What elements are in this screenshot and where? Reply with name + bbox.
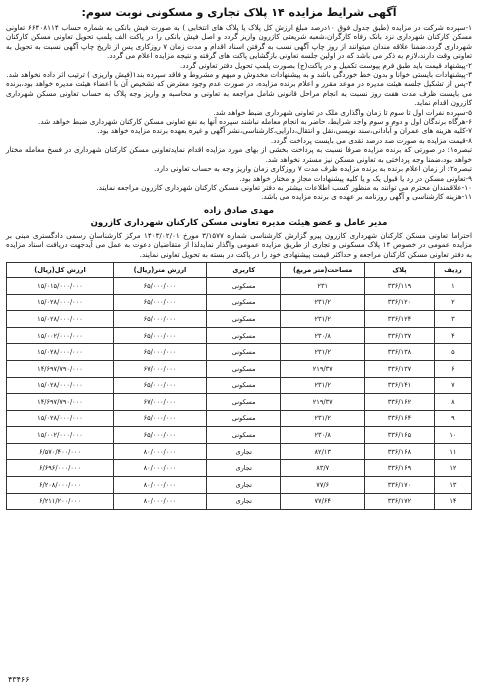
cell-row-number: ۶ (434, 360, 471, 377)
cell-plot: ۳۳۶/۱۳۸ (365, 344, 435, 361)
cell-area: ۲۱۹/۳۷ (281, 394, 365, 411)
cell-row-number: ۴ (434, 327, 471, 344)
cell-area: ۲۳۱/۲ (281, 294, 365, 311)
table-row (7, 277, 472, 294)
cell-row-number: ۱۴ (434, 493, 471, 510)
cell-plot: ۳۳۶/۱۲۴ (365, 311, 435, 328)
cell-usage: مسکونی (206, 410, 280, 427)
cell-row-number: ۱۰ (434, 427, 471, 444)
cell-usage: مسکونی (206, 277, 280, 294)
cell-row-number: ۱۲ (434, 460, 471, 477)
table-row (7, 327, 472, 344)
signature-block (6, 205, 472, 229)
cell-total-value: ۱۵/۰۰۲/۰۰۰/۰۰۰ (7, 327, 114, 344)
cell-area: ۲۳۱/۲ (281, 311, 365, 328)
condition-item: ۴-پس از تشکیل جلسه هیئت مدیره در موعد مقرر و اعلام برنده مزایده، در صورت عدم وجود معترض که تشخیص آن با اعضاء هیئت مدیره خواهد بود،برنده می بایست ظرف مدت هفت روز نسبت به انجام مراحل قانونی شامل مراجعه به تعاونی و محاسبه و واریز وجه پلاک به حساب تعاونی مسکن شهرداری کازرون اقدام نماید. (6, 79, 472, 108)
table-header-row (7, 262, 472, 277)
cell-area: ۷۷/۶۴ (281, 493, 365, 510)
cell-total-value: ۱۵/۰۲۸/۰۰۰/۰۰۰ (7, 344, 114, 361)
cell-row-number: ۷ (434, 377, 471, 394)
cell-row-number: ۸ (434, 394, 471, 411)
cell-usage: مسکونی (206, 344, 280, 361)
cell-plot: ۳۳۶/۱۳۷ (365, 360, 435, 377)
cell-price-per-meter: ۶۷/۰۰۰/۰۰۰ (113, 360, 206, 377)
cell-usage: مسکونی (206, 394, 280, 411)
cell-price-per-meter: ۶۵/۰۰۰/۰۰۰ (113, 427, 206, 444)
col-header-plot: پلاک (365, 262, 435, 277)
cell-price-per-meter: ۸۰/۰۰۰/۰۰۰ (113, 477, 206, 494)
cell-price-per-meter: ۶۵/۰۰۰/۰۰۰ (113, 377, 206, 394)
cell-usage: تجاری (206, 460, 280, 477)
table-row (7, 394, 472, 411)
cell-total-value: ۶/۲۱۱/۲۰۰/۰۰۰ (7, 493, 114, 510)
cell-area: ۸۲/۱۳ (281, 443, 365, 460)
cell-row-number: ۱۱ (434, 443, 471, 460)
cell-row-number: ۱ (434, 277, 471, 294)
table-row (7, 477, 472, 494)
condition-item: ۱۱-هزینه کارشناسی و آگهی روزنامه بر عهده ی برنده مزایده می باشد. (261, 192, 472, 202)
cell-price-per-meter: ۶۵/۰۰۰/۰۰۰ (113, 294, 206, 311)
cell-total-value: ۱۵/۰۲۸/۰۰۰/۰۰۰ (7, 377, 114, 394)
cell-plot: ۳۳۶/۱۶۸ (365, 443, 435, 460)
cell-usage: مسکونی (206, 360, 280, 377)
cell-area: ۲۱۹/۳۷ (281, 360, 365, 377)
col-header-row-number: ردیف (434, 262, 471, 277)
cell-plot: ۳۳۶/۱۴۱ (365, 377, 435, 394)
cell-row-number: ۹ (434, 410, 471, 427)
cell-area: ۲۳۰/۸ (281, 327, 365, 344)
cell-price-per-meter: ۸۰/۰۰۰/۰۰۰ (113, 443, 206, 460)
table-row (7, 427, 472, 444)
cell-total-value: ۱۴/۶۹۷/۷۹۰/۰۰۰ (7, 360, 114, 377)
cell-plot: ۳۳۶/۱۳۷ (365, 327, 435, 344)
invitation-notice: احتراما تعاونی مسکن کارکنان شهرداری کازرون پیرو گزارش کارشناسی شماره ۳/۱۵۷۷ مورخ ۱۴۰۳/۰۲/۰۱ مرکز کارشناسان رسمی دادگستری مبنی بر مزایده عمومی در خصوص ۱۴ پلاک مسکونی و تجاری از طریق مزایده عمومی واگذار نمایدلذا از متقاضیان دعوت به عمل می آیدجهت دریافت اسناد مزایده به دفتر تعاونی مسکن کارکنان مراجعه و حداکثر قیمت پیشنهادی خود را در پاکت در بسته به تحویل تعاونی نمایند. (6, 230, 472, 259)
ad-code: ۴۳۴۶۶ (8, 675, 30, 684)
cell-usage: مسکونی (206, 327, 280, 344)
cell-area: ۲۳۱/۲ (281, 344, 365, 361)
cell-price-per-meter: ۸۰/۰۰۰/۰۰۰ (113, 460, 206, 477)
table-row (7, 360, 472, 377)
cell-price-per-meter: ۶۵/۰۰۰/۰۰۰ (113, 410, 206, 427)
col-header-usage: کاربری (206, 262, 280, 277)
cell-plot: ۳۳۶/۱۶۹ (365, 460, 435, 477)
cell-price-per-meter: ۶۷/۰۰۰/۰۰۰ (113, 394, 206, 411)
condition-item: ۲-پیشنهاد قیمت باید طبق فرم پیوست تکمیل و در پاکت(ج) بصورت پلمپ تحویل دفتر تعاونی گردد. (179, 60, 472, 70)
cell-area: ۷۷/۶ (281, 477, 365, 494)
cell-total-value: ۶/۶۹۶/۰۰۰/۰۰۰ (7, 460, 114, 477)
signatory-name: مهدی صادق زاده (203, 205, 275, 216)
condition-item: ۵-سپرده نفرات اول تا سوم تا زمان واگذاری ملک در تعاونی شهرداری ضبط خواهد شد. (213, 107, 472, 117)
cell-area: ۲۳۱ (281, 277, 365, 294)
cell-price-per-meter: ۶۵/۰۰۰/۰۰۰ (113, 311, 206, 328)
cell-plot: ۳۳۶/۱۶۵ (365, 427, 435, 444)
cell-price-per-meter: ۶۵/۰۰۰/۰۰۰ (113, 327, 206, 344)
col-header-total-value: ارزش کل(ریال) (7, 262, 114, 277)
cell-total-value: ۱۴/۶۹۷/۷۹۰/۰۰۰ (7, 394, 114, 411)
cell-row-number: ۱۳ (434, 477, 471, 494)
ad-title: آگهی شرایط مزایده ۱۴ پلاک تجاری و مسکونی نوبت سوم: (81, 6, 397, 19)
cell-usage: مسکونی (206, 427, 280, 444)
cell-usage: تجاری (206, 477, 280, 494)
cell-plot: ۳۳۶/۱۲۰ (365, 294, 435, 311)
cell-area: ۲۳۱/۲ (281, 377, 365, 394)
condition-item: ۱۰-علاقمندان محترم می توانند به منظور کسب اطلاعات بیشتر به دفتر تعاونی مسکن کارکنان شهرداری کازرون مراجعه نمایند. (96, 182, 472, 192)
cell-area: ۲۳۱/۲ (281, 410, 365, 427)
table-row (7, 377, 472, 394)
cell-total-value: ۶/۲۰۸/۰۰۰/۰۰۰ (7, 477, 114, 494)
cell-total-value: ۱۵/۰۱۵/۰۰۰/۰۰۰ (7, 277, 114, 294)
cell-plot: ۳۳۶/۱۶۲ (365, 394, 435, 411)
condition-item: ۳-پیشنهادات بایستی خوانا و بدون خط خوردگی باشد و به پیشنهادات مخدوش و مبهم و مشروط و فاقد سپرده بند۱(فیش واریزی ) ترتیب اثر داده نخواهد شد. (6, 70, 472, 80)
cell-usage: تجاری (206, 443, 280, 460)
cell-plot: ۳۳۶/۱۶۴ (365, 410, 435, 427)
table-row (7, 410, 472, 427)
condition-item: ۶-هرگاه برندگان اول و دوم و سوم واجد شرایط، حاضر به انجام معامله نباشند سپرده آنها به نفع تعاونی مسکن کارکنان شهرداری ضبط خواهد شد. (38, 117, 472, 127)
cell-area: ۸۳/۷ (281, 460, 365, 477)
condition-item: تبصره۱: در صورتی که برنده مزایده صرفا نسبت به پرداخت بخشی از بهای مورد مزایده اقدام نمایدتعاونی مسکن کارکنان شهرداری در فسخ معامله مختار خواهد بود،ضمنا وجه پرداختی به تعاونی مسکن نیز مسترد نخواهد شد. (6, 145, 472, 164)
cell-price-per-meter: ۶۵/۰۰۰/۰۰۰ (113, 344, 206, 361)
plots-table (6, 262, 472, 510)
table-body (7, 277, 472, 509)
signatory-position: مدیر عامل و عضو هیئت مدیره تعاونی مسکن کارکنان شهرداری کازرون (90, 217, 388, 228)
table-row (7, 311, 472, 328)
table-row (7, 493, 472, 510)
condition-item: ۹-تعاونی مسکن در رد یا قبول یک و یا کلیه پیشنهادات مجاز و مختار خواهد بود. (239, 173, 472, 183)
cell-usage: مسکونی (206, 294, 280, 311)
table-row (7, 294, 472, 311)
cell-total-value: ۱۵/۰۲۸/۰۰۰/۰۰۰ (7, 311, 114, 328)
cell-plot: ۳۳۶/۱۱۹ (365, 277, 435, 294)
cell-area: ۲۳۰/۸ (281, 427, 365, 444)
col-header-price-per-meter: ارزش متر(ریال) (113, 262, 206, 277)
cell-row-number: ۳ (434, 311, 471, 328)
cell-price-per-meter: ۶۵/۰۰۰/۰۰۰ (113, 277, 206, 294)
condition-item: ۷-کلیه هزینه های عمران و آبادانی،سند نویسی،نقل و انتقال،دارایی،کارشناسی،نشر آگهی و غیره بعهده برنده مزایده خواهد بود. (97, 126, 472, 136)
cell-total-value: ۱۵/۰۲۸/۰۰۰/۰۰۰ (7, 410, 114, 427)
cell-row-number: ۵ (434, 344, 471, 361)
cell-total-value: ۱۵/۰۲۸/۰۰۰/۰۰۰ (7, 294, 114, 311)
cell-total-value: ۶/۵۷۰/۴۰۰/۰۰۰ (7, 443, 114, 460)
col-header-area: مساحت(متر مربع) (281, 262, 365, 277)
cell-usage: مسکونی (206, 311, 280, 328)
condition-item: تبصره۲: از زمان اعلام برنده به برنده مزایده ظرف مدت ۷ روزکاری زمان واریز وجه به حساب تعاونی دارد. (154, 164, 472, 174)
cell-plot: ۳۳۶/۱۷۰ (365, 477, 435, 494)
cell-total-value: ۱۵/۰۰۲/۰۰۰/۰۰۰ (7, 427, 114, 444)
cell-price-per-meter: ۸۰/۰۰۰/۰۰۰ (113, 493, 206, 510)
condition-item: ۱-سپرده شرکت در مزایده (طبق جدول فوق ۱۰درصد مبلغ ارزش کل پلاک یا پلاک های انتخابی ) به صورت فیش بانکی به شماره حساب ۶۶۴۰۸۱۱۴ تعاونی مسکن کارکنان شهرداری نزد بانک رفاه کارگران،شعبه شریعتی کازرون واریز گردد و اصل فیش بانکی را در پاکت الف پلمپ تحویل تعاونی مسکن کارکنان شهرداری گردد،ضمنا علاقه مندان میتوانند از روز چاپ آگهی نسب به گرفتن اسناد اقدام و مدت زمان ۷ روزکاری پس از تاریخ چاپ آگهی نسبت به تحویل به تعاونی وقت دارند،لازم به ذکر می باشد که در اولین جلسه تعاونی بازگشایی پاکت های گرفته و نتیجه مزایده اعلام می گردد. (6, 23, 472, 61)
cell-usage: تجاری (206, 493, 280, 510)
table-row (7, 344, 472, 361)
cell-row-number: ۲ (434, 294, 471, 311)
table-row (7, 443, 472, 460)
cell-usage: مسکونی (206, 377, 280, 394)
table-row (7, 460, 472, 477)
condition-item: ۸-قیمت مزایده به صورت صد درصد نقدی می بایست پرداخت گردد. (270, 135, 472, 145)
cell-plot: ۳۳۶/۱۷۲ (365, 493, 435, 510)
conditions-list (6, 23, 472, 202)
